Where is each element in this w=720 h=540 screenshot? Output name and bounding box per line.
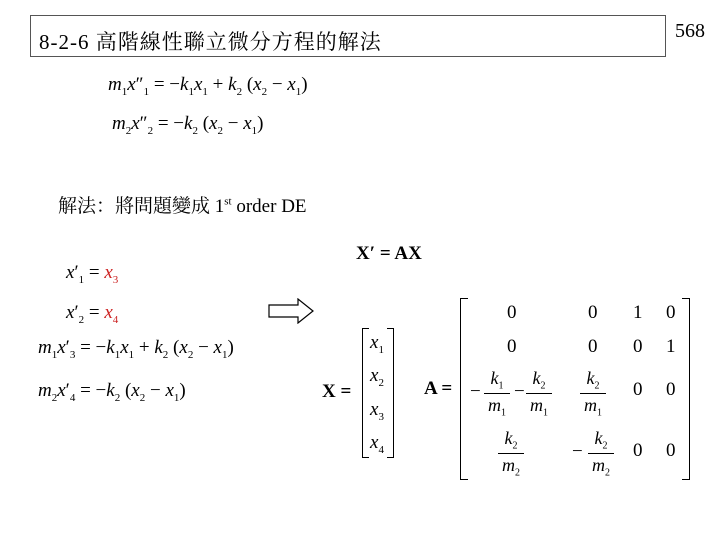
- a-matrix: 0 0 1 0 0 0 0 1 − $k_1$ $m_1$ − $k_2$ $m_1$ $k_2$ $m_1$ 0 0 $k_2$ $m_2$ − $k_2$ $m_2$ 0 0: [460, 298, 690, 480]
- matrix-equation: X′ = AX: [356, 243, 422, 264]
- equation-2: $m_2x''_2 = -k_2$ $(x_2 - x_1)$: [112, 113, 264, 137]
- equation-1: $m_1x''_1 = -k_1x_1 + k_2$ $(x_2 - x_1)$: [108, 74, 308, 98]
- slide-title: 8-2-6 高階線性聯立微分方程的解法: [39, 30, 382, 54]
- method-text: 解法：將問題變成 1st order DE: [58, 195, 307, 217]
- fo-equation-3: $m_1x'_3 = -k_1x_1 + k_2$ $(x_2 - x_1)$: [38, 337, 234, 361]
- fo-equation-1: $x'_1 = x_3$: [66, 262, 119, 286]
- fo-equation-4: $m_2x'_4 = -k_2$ $(x_2 - x_1)$: [38, 380, 186, 404]
- x-label: X =: [322, 381, 352, 402]
- x-vector: $x_1$ $x_2$ $x_3$ $x_4$: [362, 328, 394, 458]
- a-label: A =: [424, 378, 453, 399]
- fo-equation-2: $x'_2 = x_4$: [66, 302, 119, 326]
- page-number: 568: [675, 20, 705, 42]
- title-box: [30, 15, 666, 57]
- right-arrow-icon: [268, 298, 314, 324]
